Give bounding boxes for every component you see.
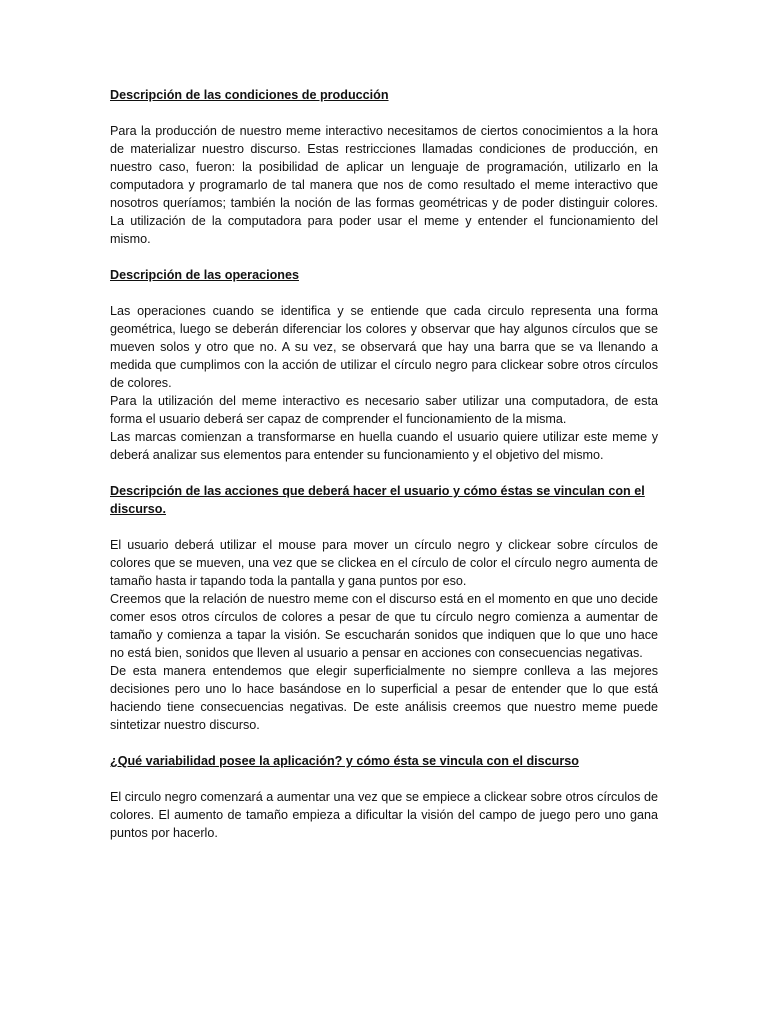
paragraph: Creemos que la relación de nuestro meme con el discurso está en el momento en que uno decide comer esos otros círculos de colores a pesar de que tu círculo negro comienza a aumentar de tamaño y comienza a tapar la visión. Se escucharán sonidos que indiquen que lo que uno hace no está bien, sonidos que lleven al usuario a pensar en acciones con consecuencias negativas.	[110, 592, 658, 660]
paragraph: Las operaciones cuando se identifica y se entiende que cada circulo representa una forma geométrica, luego se deberán diferenciar los colores y observar que hay algunos círculos que se mueven solos y otro que no. A su vez, se observará que hay una barra que se va llenando a medida que cumplimos con la acción de utilizar el círculo negro para clickear sobre otros círculos de colores.	[110, 304, 658, 390]
paragraph: Para la producción de nuestro meme interactivo necesitamos de ciertos conocimientos a la hora de materializar nuestro discurso. Estas restricciones llamadas condiciones de producción, en nuestro caso, fueron: la posibilidad de aplicar un lenguaje de programación, utilizarlo en la computadora y programarlo de tal manera que nos de como resultado el meme interactivo que nosotros queríamos; también la noción de las formas geométricas y de poder distinguir colores. La utilización de la computadora para poder usar el meme y entender el funcionamiento del mismo.	[110, 124, 658, 246]
document-page	[110, 86, 658, 860]
section-variabilidad	[110, 752, 658, 842]
section-condiciones-produccion	[110, 86, 658, 248]
paragraph: El usuario deberá utilizar el mouse para mover un círculo negro y clickear sobre círculos de colores que se mueven, una vez que se clickea en el círculo de color el círculo negro aumenta de tamaño hasta ir tapando toda la pantalla y gana puntos por eso.	[110, 538, 658, 588]
section-operaciones	[110, 266, 658, 464]
paragraph: Las marcas comienzan a transformarse en huella cuando el usuario quiere utilizar este meme y deberá analizar sus elementos para entender su funcionamiento y el objetivo del mismo.	[110, 430, 658, 462]
paragraph: De esta manera entendemos que elegir superficialmente no siempre conlleva a las mejores decisiones pero uno lo hace basándose en lo superficial a pesar de entender que lo que está haciendo tiene consecuencias negativas. De este análisis creemos que nuestro meme puede sintetizar nuestro discurso.	[110, 664, 658, 732]
section-heading: Descripción de las operaciones	[110, 268, 299, 282]
section-heading: Descripción de las condiciones de producción	[110, 88, 389, 102]
paragraph: El circulo negro comenzará a aumentar una vez que se empiece a clickear sobre otros círculos de colores. El aumento de tamaño empieza a dificultar la visión del campo de juego pero uno gana puntos por hacerlo.	[110, 790, 658, 840]
section-heading: Descripción de las acciones que deberá hacer el usuario y cómo éstas se vinculan con el discurso.	[110, 484, 645, 516]
section-acciones-usuario	[110, 482, 658, 734]
section-heading: ¿Qué variabilidad posee la aplicación? y cómo ésta se vincula con el discurso	[110, 754, 579, 768]
paragraph: Para la utilización del meme interactivo es necesario saber utilizar una computadora, de esta forma el usuario deberá ser capaz de comprender el funcionamiento de la misma.	[110, 394, 658, 426]
